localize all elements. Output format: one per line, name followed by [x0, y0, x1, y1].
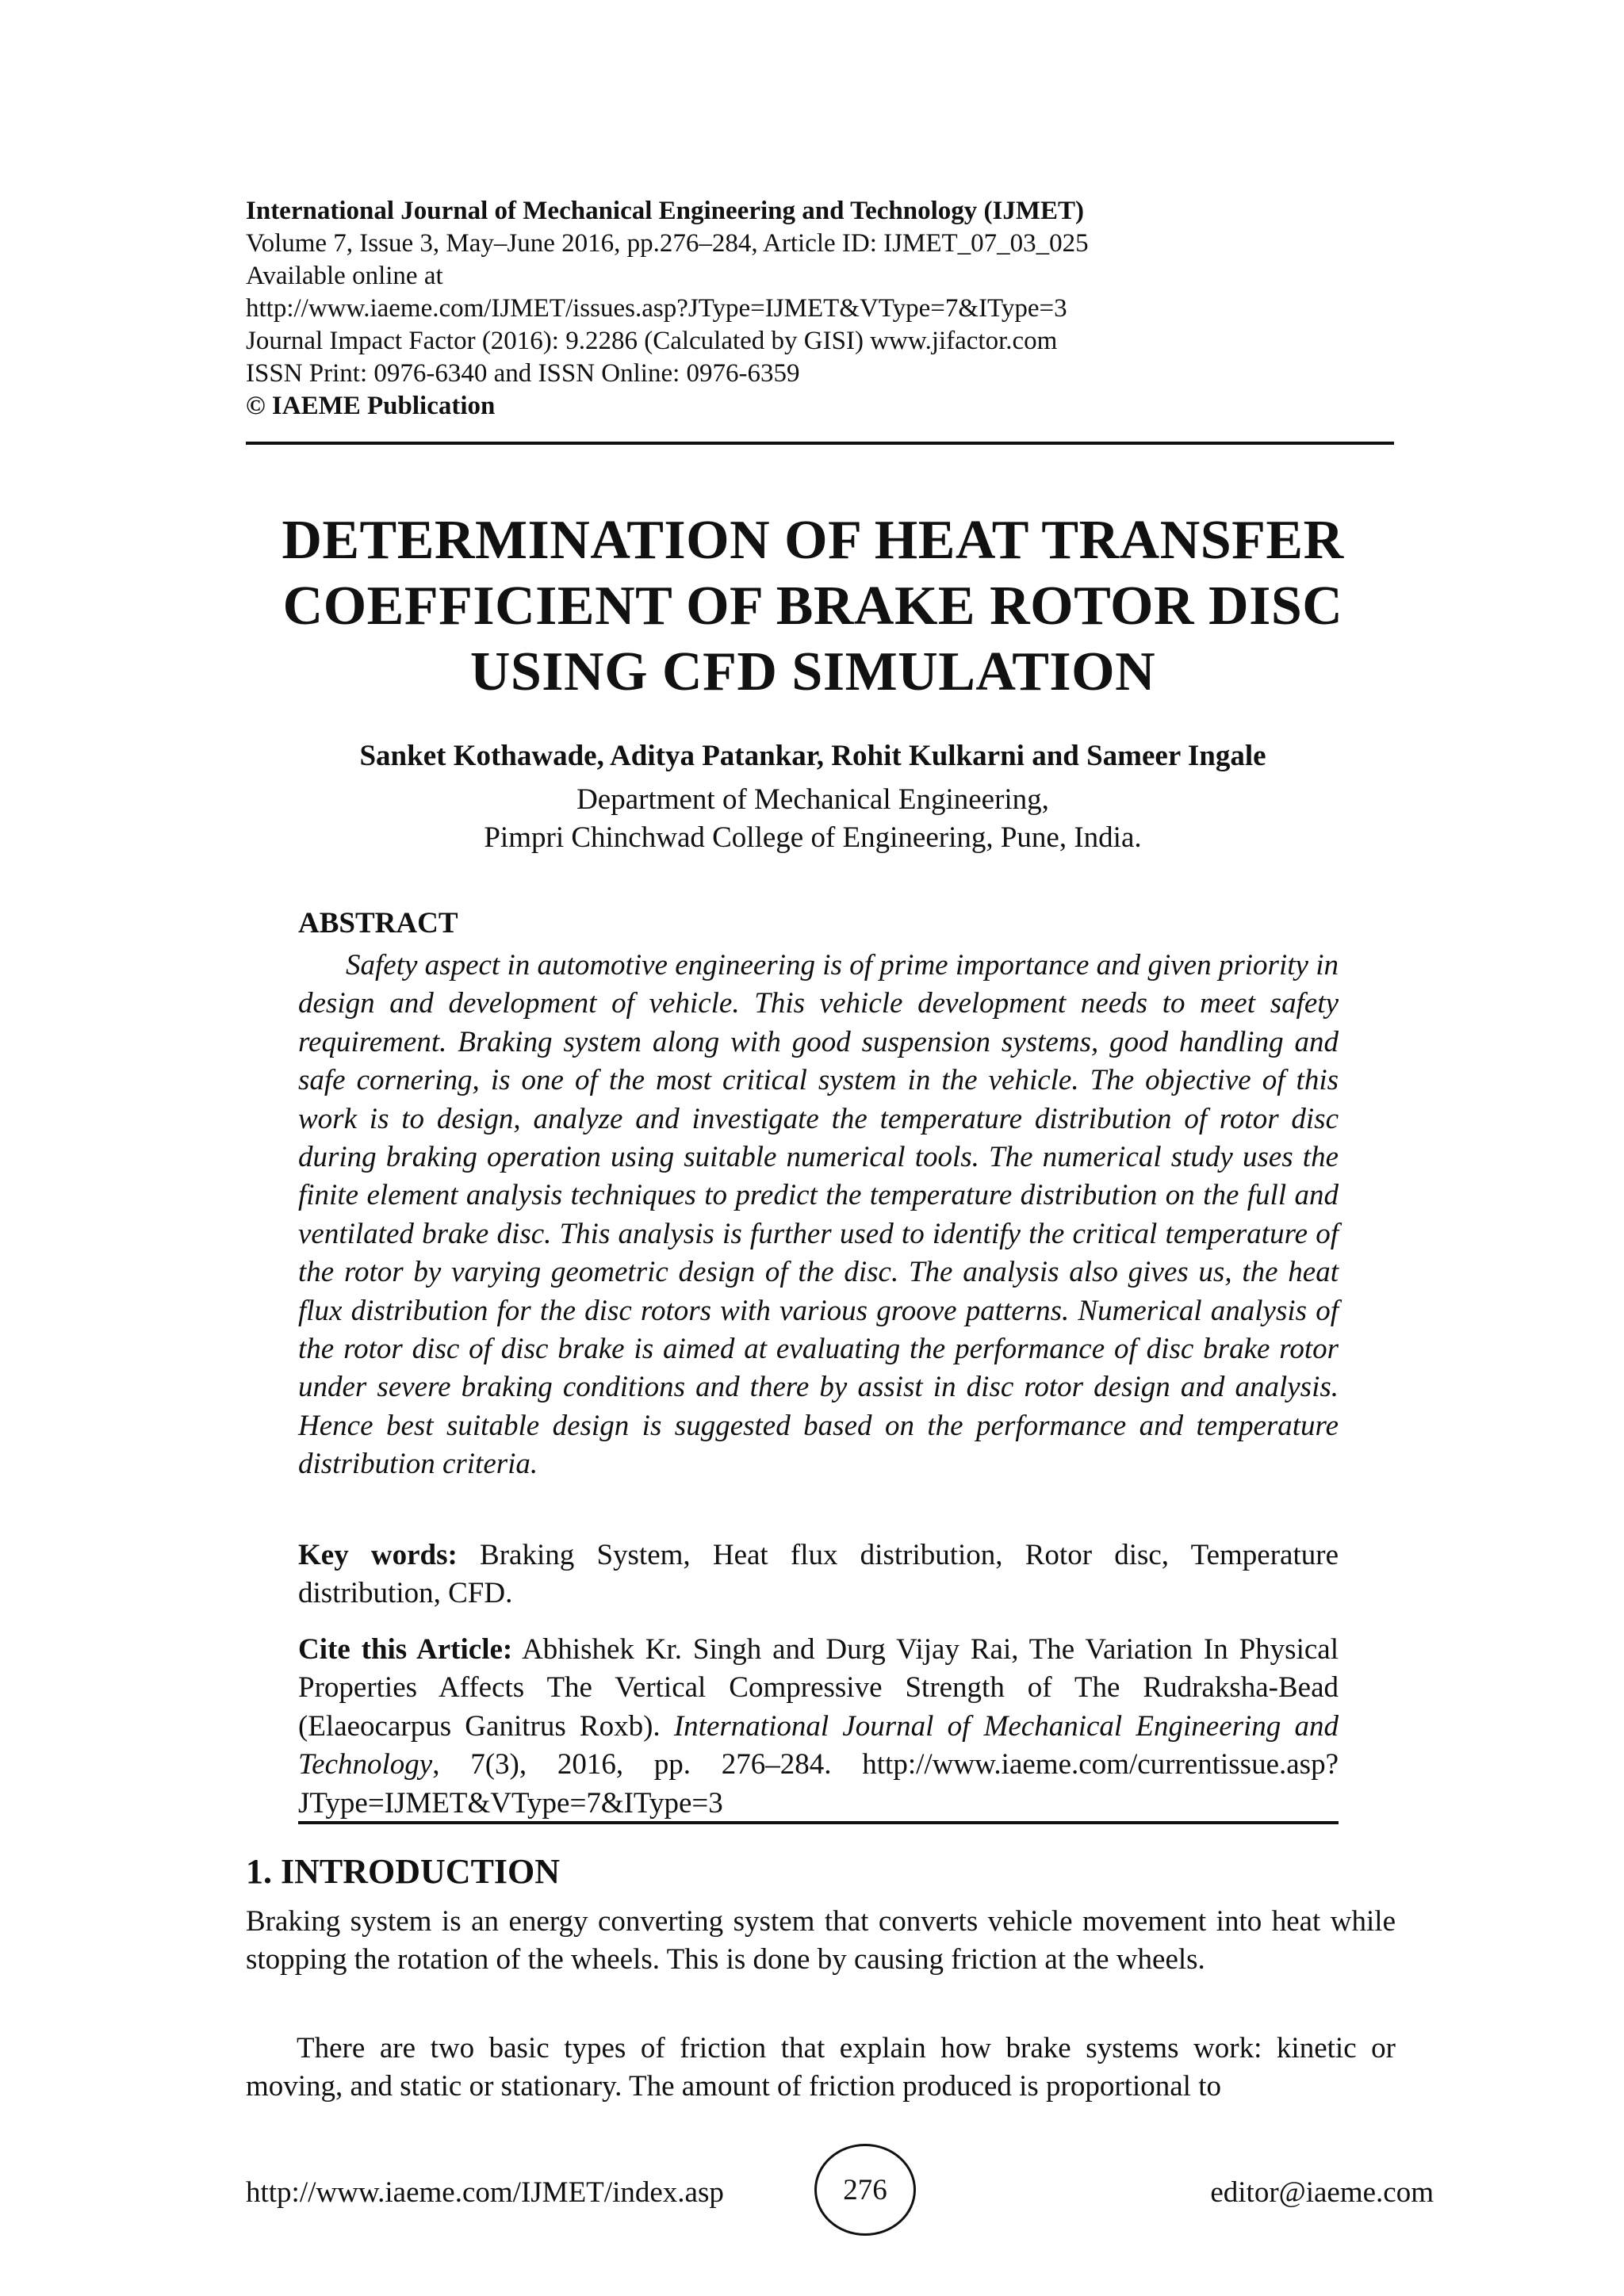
footer-url[interactable]: http://www.iaeme.com/IJMET/index.asp [246, 2176, 724, 2209]
cite-journal: International Journal of Mechanical Engineering and Technology [298, 1709, 1339, 1781]
footer-email[interactable]: editor@iaeme.com [1210, 2176, 1434, 2209]
cite-article [298, 1631, 1339, 1823]
affiliation [238, 781, 1388, 857]
keywords [298, 1536, 1339, 1613]
department: Department of Mechanical Engineering, [576, 783, 1049, 816]
authors: Sanket Kothawade, Aditya Patankar, Rohit Kulkarni and Sameer Ingale [359, 740, 1266, 772]
issue-url[interactable]: http://www.iaeme.com/IJMET/issues.asp?JType=IJMET&VType=7&IType=3 [246, 294, 1067, 323]
impact-factor: Journal Impact Factor (2016): 9.2286 (Calculated by GISI) www.jifactor.com [246, 327, 1058, 355]
cite-text: Abhishek Kr. Singh and Durg Vijay Rai, The Variation In Physical Properties Affects The Vertical Compressive Strength of The Rudraksha-Bead (Elaeocarpus Ganitrus Roxb). [298, 1633, 1339, 1743]
available-online: Available online at [246, 262, 443, 290]
cite-url[interactable]: http://www.iaeme.com/currentissue.asp?JType=IJMET&VType=7&IType=3 [298, 1748, 1339, 1820]
cite-label: Cite this Article: [298, 1633, 513, 1666]
paper-title [238, 507, 1388, 705]
intro-paragraph-1: Braking system is an energy converting system that converts vehicle movement into heat while stopping the rotation of the wheels. This is done by causing friction at the wheels. [246, 1905, 1396, 1976]
volume-info: Volume 7, Issue 3, May–June 2016, pp.276–284, Article ID: IJMET_07_03_025 [246, 229, 1089, 258]
header-divider [246, 442, 1394, 445]
publisher: © IAEME Publication [246, 392, 496, 420]
abstract-text: Safety aspect in automotive engineering is of prime importance and given priority in design and development of vehicle. This vehicle development needs to meet safety requirement. Braking system along with good suspension systems, good handling and safe cornering, is one of the most critical system in the vehicle. The objective of this work is to design, analyze and investigate the temperature distribution of rotor disc during braking operation using suitable numerical tools. The numerical study uses the finite element analysis techniques to predict the temperature distribution on the full and ventilated brake disc. This analysis is further used to identify the critical temperature of the rotor by varying geometric design of the disc. The analysis also gives us, the heat flux distribution for the disc rotors with various groove patterns. Numerical analysis of the rotor disc of disc brake is aimed at evaluating the performance of disc brake rotor under severe braking conditions and there by assist in disc rotor design and analysis. Hence best suitable design is suggested based on the performance and temperature distribution criteria. [298, 949, 1339, 1481]
keywords-text: Braking System, Heat flux distribution, Rotor disc, Temperature distribution, CFD. [298, 1539, 1339, 1609]
page-number: 276 [814, 2144, 916, 2236]
cite-details: , 7(3), 2016, pp. 276–284. [432, 1748, 832, 1781]
keywords-label: Key words: [298, 1539, 458, 1571]
title-line-1: DETERMINATION OF HEAT TRANSFER [282, 510, 1344, 571]
intro-paragraph-2: There are two basic types of friction that explain how brake systems work: kinetic or moving, and static or stationary. The amount of friction produced is proportional to [246, 2032, 1396, 2103]
abstract-heading: ABSTRACT [298, 907, 458, 939]
title-line-2: COEFFICIENT OF BRAKE ROTOR DISC [282, 576, 1343, 637]
college: Pimpri Chinchwad College of Engineering, Pune, India. [484, 821, 1142, 854]
introduction-heading: 1. INTRODUCTION [246, 1852, 561, 1891]
issn-info: ISSN Print: 0976-6340 and ISSN Online: 0976-6359 [246, 359, 800, 388]
journal-name: International Journal of Mechanical Engineering and Technology (IJMET) [246, 197, 1084, 225]
journal-header [246, 195, 1396, 423]
title-line-3: USING CFD SIMULATION [469, 641, 1156, 702]
cite-divider [298, 1821, 1339, 1824]
